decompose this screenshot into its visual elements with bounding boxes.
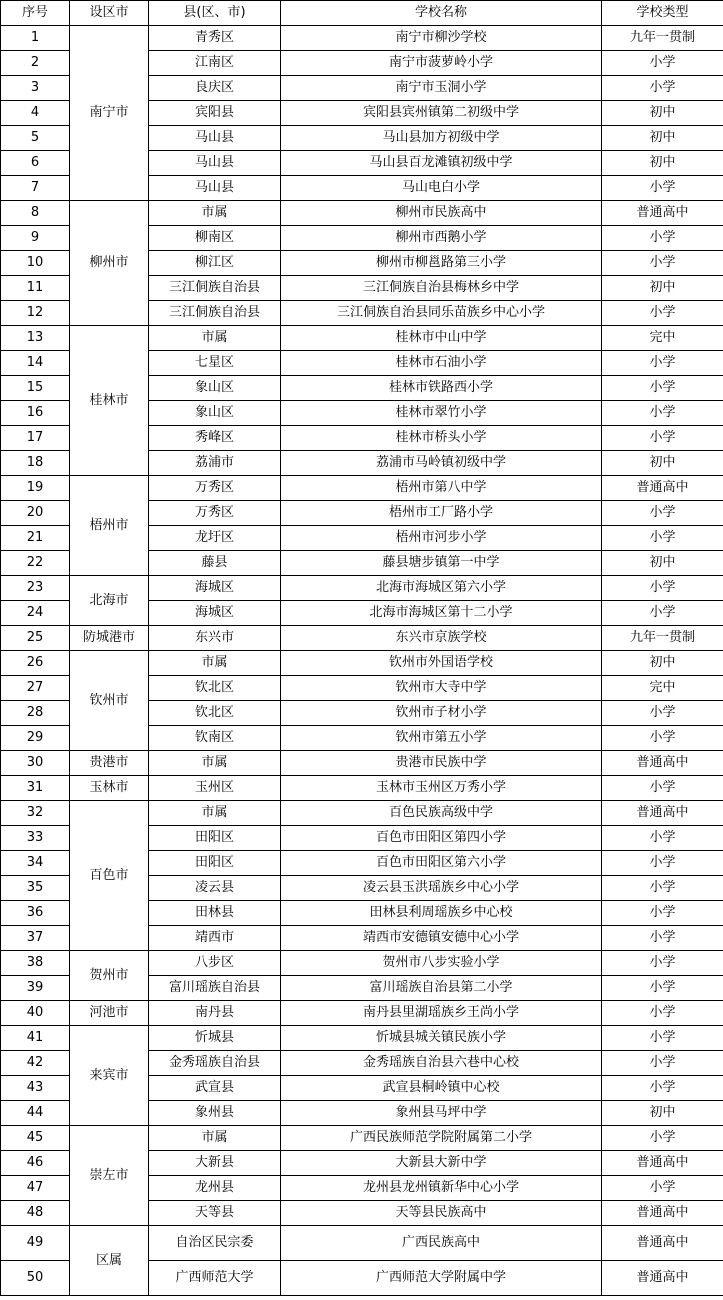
cell-serial: 14 [1, 351, 70, 376]
cell-serial: 22 [1, 551, 70, 576]
cell-serial: 31 [1, 776, 70, 801]
cell-county: 龙圩区 [149, 526, 281, 551]
cell-county: 田林县 [149, 901, 281, 926]
cell-school-name: 南宁市柳沙学校 [281, 26, 602, 51]
cell-city: 区属 [70, 1226, 149, 1296]
cell-school-name: 梧州市工厂路小学 [281, 501, 602, 526]
cell-city: 钦州市 [70, 651, 149, 751]
table-row [1, 751, 723, 776]
cell-school-name: 象州县马坪中学 [281, 1101, 602, 1126]
table-row [1, 1026, 723, 1051]
cell-serial: 7 [1, 176, 70, 201]
cell-county: 市属 [149, 751, 281, 776]
cell-serial: 42 [1, 1051, 70, 1076]
cell-school-type: 小学 [602, 501, 723, 526]
cell-school-type: 初中 [602, 551, 723, 576]
cell-school-name: 靖西市安德镇安德中心小学 [281, 926, 602, 951]
cell-school-type: 小学 [602, 526, 723, 551]
cell-serial: 6 [1, 151, 70, 176]
cell-school-name: 钦州市外国语学校 [281, 651, 602, 676]
cell-county: 忻城县 [149, 1026, 281, 1051]
cell-school-name: 龙州县龙州镇新华中心小学 [281, 1176, 602, 1201]
cell-serial: 39 [1, 976, 70, 1001]
cell-serial: 12 [1, 301, 70, 326]
cell-school-name: 贺州市八步实验小学 [281, 951, 602, 976]
cell-serial: 41 [1, 1026, 70, 1051]
cell-school-name: 富川瑶族自治县第二小学 [281, 976, 602, 1001]
cell-school-type: 小学 [602, 351, 723, 376]
cell-county: 海城区 [149, 576, 281, 601]
cell-serial: 37 [1, 926, 70, 951]
cell-serial: 17 [1, 426, 70, 451]
cell-school-type: 小学 [602, 776, 723, 801]
cell-school-type: 普通高中 [602, 476, 723, 501]
cell-school-type: 小学 [602, 926, 723, 951]
cell-school-name: 梧州市河步小学 [281, 526, 602, 551]
cell-school-name: 三江侗族自治县梅林乡中学 [281, 276, 602, 301]
cell-county: 三江侗族自治县 [149, 276, 281, 301]
cell-school-type: 小学 [602, 951, 723, 976]
cell-serial: 25 [1, 626, 70, 651]
cell-school-type: 小学 [602, 726, 723, 751]
header-school-name: 学校名称 [281, 1, 602, 26]
cell-school-name: 宾阳县宾州镇第二初级中学 [281, 101, 602, 126]
cell-serial: 18 [1, 451, 70, 476]
cell-school-name: 忻城县城关镇民族小学 [281, 1026, 602, 1051]
header-school-type: 学校类型 [602, 1, 723, 26]
cell-city: 百色市 [70, 801, 149, 951]
cell-county: 武宣县 [149, 1076, 281, 1101]
header-city: 设区市 [70, 1, 149, 26]
cell-school-name: 南宁市菠萝岭小学 [281, 51, 602, 76]
cell-school-type: 小学 [602, 601, 723, 626]
cell-school-type: 初中 [602, 126, 723, 151]
cell-school-name: 马山县加方初级中学 [281, 126, 602, 151]
cell-school-type: 小学 [602, 51, 723, 76]
cell-serial: 44 [1, 1101, 70, 1126]
cell-city: 梧州市 [70, 476, 149, 576]
cell-school-type: 普通高中 [602, 201, 723, 226]
table-row [1, 651, 723, 676]
cell-city: 玉林市 [70, 776, 149, 801]
cell-county: 象山区 [149, 401, 281, 426]
cell-school-type: 小学 [602, 1051, 723, 1076]
cell-city: 来宾市 [70, 1026, 149, 1126]
cell-county: 广西师范大学 [149, 1261, 281, 1296]
cell-city: 柳州市 [70, 201, 149, 326]
cell-school-type: 九年一贯制 [602, 26, 723, 51]
cell-school-name: 钦州市第五小学 [281, 726, 602, 751]
cell-school-name: 田林县利周瑶族乡中心校 [281, 901, 602, 926]
cell-serial: 9 [1, 226, 70, 251]
cell-school-type: 初中 [602, 651, 723, 676]
table-row [1, 801, 723, 826]
cell-serial: 13 [1, 326, 70, 351]
cell-school-type: 初中 [602, 276, 723, 301]
cell-school-type: 小学 [602, 1026, 723, 1051]
cell-school-type: 小学 [602, 1176, 723, 1201]
cell-school-name: 广西师范大学附属中学 [281, 1261, 602, 1296]
cell-school-type: 初中 [602, 101, 723, 126]
cell-school-name: 金秀瑶族自治县六巷中心校 [281, 1051, 602, 1076]
cell-county: 江南区 [149, 51, 281, 76]
cell-serial: 4 [1, 101, 70, 126]
cell-county: 靖西市 [149, 926, 281, 951]
cell-school-name: 藤县塘步镇第一中学 [281, 551, 602, 576]
cell-serial: 36 [1, 901, 70, 926]
cell-city: 桂林市 [70, 326, 149, 476]
cell-school-name: 贵港市民族中学 [281, 751, 602, 776]
cell-serial: 3 [1, 76, 70, 101]
cell-school-type: 小学 [602, 826, 723, 851]
cell-school-type: 小学 [602, 701, 723, 726]
cell-school-name: 梧州市第八中学 [281, 476, 602, 501]
cell-county: 大新县 [149, 1151, 281, 1176]
cell-serial: 30 [1, 751, 70, 776]
cell-city: 贺州市 [70, 951, 149, 1001]
cell-county: 象山区 [149, 376, 281, 401]
cell-county: 东兴市 [149, 626, 281, 651]
cell-school-type: 小学 [602, 1126, 723, 1151]
cell-serial: 16 [1, 401, 70, 426]
cell-school-name: 钦州市大寺中学 [281, 676, 602, 701]
cell-school-type: 完中 [602, 676, 723, 701]
cell-county: 天等县 [149, 1201, 281, 1226]
cell-serial: 11 [1, 276, 70, 301]
cell-school-type: 小学 [602, 176, 723, 201]
cell-school-type: 普通高中 [602, 1151, 723, 1176]
cell-serial: 43 [1, 1076, 70, 1101]
cell-school-name: 玉林市玉州区万秀小学 [281, 776, 602, 801]
cell-school-type: 小学 [602, 1076, 723, 1101]
cell-county: 钦北区 [149, 676, 281, 701]
cell-serial: 10 [1, 251, 70, 276]
cell-school-name: 三江侗族自治县同乐苗族乡中心小学 [281, 301, 602, 326]
cell-school-name: 桂林市翠竹小学 [281, 401, 602, 426]
table-row [1, 576, 723, 601]
cell-serial: 38 [1, 951, 70, 976]
cell-county: 玉州区 [149, 776, 281, 801]
cell-school-type: 普通高中 [602, 751, 723, 776]
header-serial: 序号 [1, 1, 70, 26]
cell-school-name: 柳州市柳邕路第三小学 [281, 251, 602, 276]
cell-school-type: 小学 [602, 401, 723, 426]
cell-school-type: 初中 [602, 1101, 723, 1126]
cell-serial: 40 [1, 1001, 70, 1026]
table-row [1, 326, 723, 351]
cell-serial: 27 [1, 676, 70, 701]
cell-serial: 32 [1, 801, 70, 826]
cell-county: 青秀区 [149, 26, 281, 51]
cell-county: 马山县 [149, 126, 281, 151]
cell-serial: 1 [1, 26, 70, 51]
cell-county: 良庆区 [149, 76, 281, 101]
table-row [1, 1126, 723, 1151]
cell-county: 富川瑶族自治县 [149, 976, 281, 1001]
cell-school-name: 柳州市西鹅小学 [281, 226, 602, 251]
cell-serial: 33 [1, 826, 70, 851]
cell-school-name: 桂林市中山中学 [281, 326, 602, 351]
cell-county: 象州县 [149, 1101, 281, 1126]
cell-serial: 48 [1, 1201, 70, 1226]
cell-serial: 28 [1, 701, 70, 726]
cell-serial: 46 [1, 1151, 70, 1176]
cell-school-name: 柳州市民族高中 [281, 201, 602, 226]
table-body [1, 1, 723, 1296]
cell-serial: 29 [1, 726, 70, 751]
cell-school-type: 初中 [602, 451, 723, 476]
cell-school-name: 广西民族师范学院附属第二小学 [281, 1126, 602, 1151]
cell-county: 藤县 [149, 551, 281, 576]
cell-serial: 15 [1, 376, 70, 401]
cell-serial: 24 [1, 601, 70, 626]
cell-county: 市属 [149, 1126, 281, 1151]
cell-school-type: 普通高中 [602, 1226, 723, 1261]
cell-school-name: 北海市海城区第六小学 [281, 576, 602, 601]
cell-school-name: 百色市田阳区第六小学 [281, 851, 602, 876]
cell-school-type: 小学 [602, 576, 723, 601]
cell-serial: 20 [1, 501, 70, 526]
table-row [1, 626, 723, 651]
cell-school-type: 九年一贯制 [602, 626, 723, 651]
cell-serial: 34 [1, 851, 70, 876]
cell-serial: 26 [1, 651, 70, 676]
cell-school-type: 小学 [602, 301, 723, 326]
cell-county: 钦南区 [149, 726, 281, 751]
cell-county: 市属 [149, 801, 281, 826]
cell-school-name: 天等县民族高中 [281, 1201, 602, 1226]
cell-county: 凌云县 [149, 876, 281, 901]
cell-county: 龙州县 [149, 1176, 281, 1201]
cell-serial: 2 [1, 51, 70, 76]
cell-county: 三江侗族自治县 [149, 301, 281, 326]
cell-county: 钦北区 [149, 701, 281, 726]
cell-school-type: 小学 [602, 851, 723, 876]
cell-county: 荔浦市 [149, 451, 281, 476]
cell-school-name: 百色民族高级中学 [281, 801, 602, 826]
cell-city: 北海市 [70, 576, 149, 626]
cell-school-type: 普通高中 [602, 801, 723, 826]
table-row [1, 1226, 723, 1261]
cell-serial: 21 [1, 526, 70, 551]
cell-school-name: 武宣县桐岭镇中心校 [281, 1076, 602, 1101]
cell-serial: 35 [1, 876, 70, 901]
cell-county: 七星区 [149, 351, 281, 376]
cell-county: 自治区民宗委 [149, 1226, 281, 1261]
cell-school-type: 小学 [602, 976, 723, 1001]
cell-serial: 50 [1, 1261, 70, 1296]
cell-school-name: 马山电白小学 [281, 176, 602, 201]
cell-serial: 19 [1, 476, 70, 501]
cell-county: 田阳区 [149, 851, 281, 876]
cell-serial: 8 [1, 201, 70, 226]
cell-school-type: 小学 [602, 376, 723, 401]
cell-county: 柳南区 [149, 226, 281, 251]
cell-school-name: 百色市田阳区第四小学 [281, 826, 602, 851]
cell-school-type: 小学 [602, 901, 723, 926]
cell-school-type: 小学 [602, 1001, 723, 1026]
cell-school-name: 南丹县里湖瑶族乡王尚小学 [281, 1001, 602, 1026]
cell-county: 马山县 [149, 151, 281, 176]
cell-school-name: 北海市海城区第十二小学 [281, 601, 602, 626]
cell-school-name: 南宁市玉洞小学 [281, 76, 602, 101]
cell-school-name: 马山县百龙滩镇初级中学 [281, 151, 602, 176]
cell-school-name: 荔浦市马岭镇初级中学 [281, 451, 602, 476]
cell-school-name: 凌云县玉洪瑶族乡中心小学 [281, 876, 602, 901]
cell-school-type: 普通高中 [602, 1201, 723, 1226]
cell-city: 河池市 [70, 1001, 149, 1026]
cell-county: 市属 [149, 201, 281, 226]
cell-serial: 45 [1, 1126, 70, 1151]
cell-city: 贵港市 [70, 751, 149, 776]
table-row [1, 951, 723, 976]
cell-school-type: 完中 [602, 326, 723, 351]
cell-school-type: 小学 [602, 76, 723, 101]
cell-county: 柳江区 [149, 251, 281, 276]
cell-city: 南宁市 [70, 26, 149, 201]
cell-school-type: 小学 [602, 426, 723, 451]
cell-serial: 5 [1, 126, 70, 151]
table-row [1, 1001, 723, 1026]
table-header-row [1, 1, 723, 26]
cell-city: 崇左市 [70, 1126, 149, 1226]
cell-school-name: 钦州市子材小学 [281, 701, 602, 726]
cell-serial: 49 [1, 1226, 70, 1261]
cell-county: 宾阳县 [149, 101, 281, 126]
cell-school-name: 桂林市桥头小学 [281, 426, 602, 451]
cell-city: 防城港市 [70, 626, 149, 651]
table-row [1, 776, 723, 801]
cell-school-name: 桂林市石油小学 [281, 351, 602, 376]
table-row [1, 476, 723, 501]
cell-county: 万秀区 [149, 476, 281, 501]
cell-school-type: 小学 [602, 251, 723, 276]
header-county: 县(区、市) [149, 1, 281, 26]
cell-serial: 47 [1, 1176, 70, 1201]
cell-serial: 23 [1, 576, 70, 601]
cell-school-name: 广西民族高中 [281, 1226, 602, 1261]
cell-county: 海城区 [149, 601, 281, 626]
cell-school-type: 普通高中 [602, 1261, 723, 1296]
cell-county: 市属 [149, 651, 281, 676]
cell-county: 市属 [149, 326, 281, 351]
cell-school-name: 大新县大新中学 [281, 1151, 602, 1176]
cell-school-name: 东兴市京族学校 [281, 626, 602, 651]
cell-county: 金秀瑶族自治县 [149, 1051, 281, 1076]
cell-school-type: 小学 [602, 876, 723, 901]
cell-county: 万秀区 [149, 501, 281, 526]
cell-county: 田阳区 [149, 826, 281, 851]
cell-school-type: 小学 [602, 226, 723, 251]
table-row [1, 26, 723, 51]
cell-county: 南丹县 [149, 1001, 281, 1026]
cell-county: 八步区 [149, 951, 281, 976]
cell-school-name: 桂林市铁路西小学 [281, 376, 602, 401]
cell-county: 马山县 [149, 176, 281, 201]
cell-school-type: 初中 [602, 151, 723, 176]
cell-county: 秀峰区 [149, 426, 281, 451]
table-row [1, 201, 723, 226]
